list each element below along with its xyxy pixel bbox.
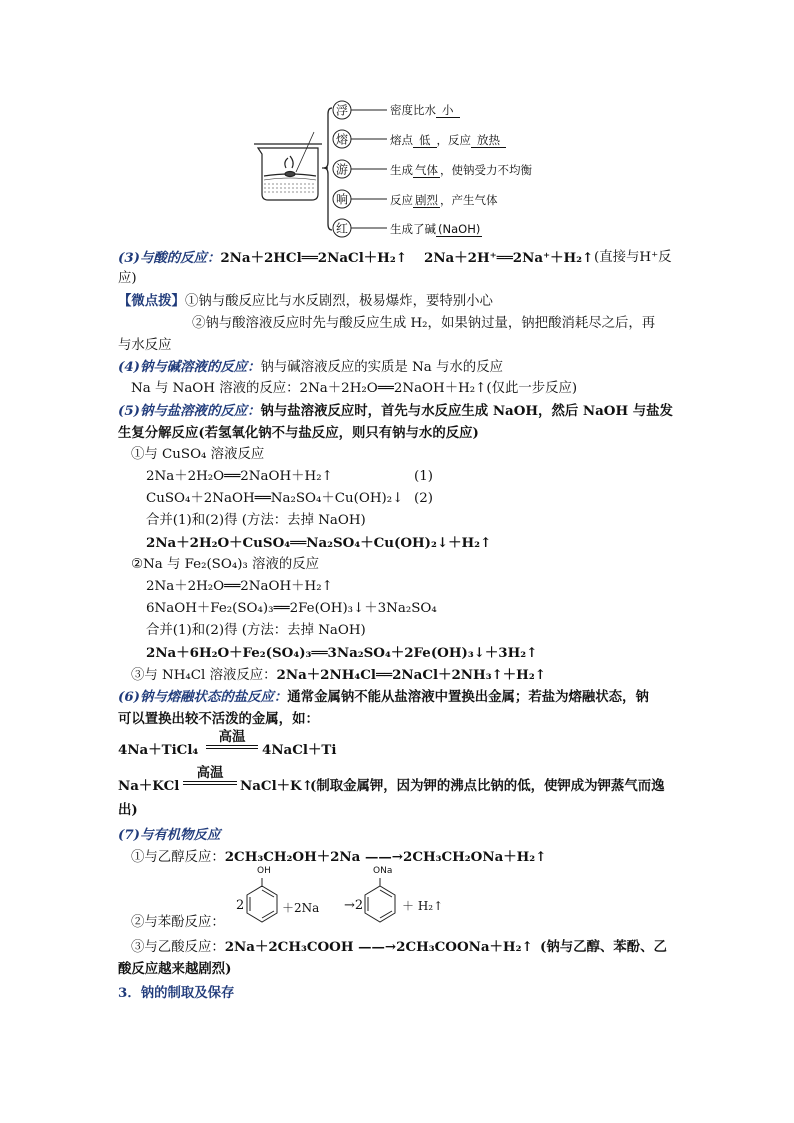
section-3-ionic-eq: 2Na＋2H⁺══2Na⁺＋H₂↑ — [424, 250, 594, 266]
tip-line-3: 与水反应 — [118, 338, 172, 353]
fe2so43-total-eq: 2Na＋6H₂O＋Fe₂(SO₄)₃══3Na₂SO₄＋2Fe(OH)₃↓＋3H₂↑ — [146, 645, 538, 661]
kcl-note-cont: 出) — [118, 802, 138, 818]
section-5-head: (5)钠与盐溶液的反应：钠与盐溶液反应时，首先与水反应生成 NaOH，然后 NaOH 与盐发 — [118, 403, 673, 419]
diagram-row-3: 生成 气体 ，使钠受力不均衡 — [390, 163, 532, 177]
ticl4-eq-right: 4NaCl＋Ti — [262, 742, 337, 758]
kcl-arrow-line-1 — [183, 781, 237, 782]
phenol-oh-label: OH — [257, 866, 271, 876]
phenoxide-ona-label: ONa — [373, 866, 393, 876]
phenol-coef: 2 — [236, 898, 245, 913]
diagram-row-4: 反应 剧烈 ，产生气体 — [390, 193, 498, 207]
char-you: 游 — [335, 162, 349, 177]
diagram-row-5: 生成了碱 (NaOH) — [390, 222, 481, 236]
kcl-arrow-line-2 — [183, 784, 237, 785]
kcl-condition: 高温 — [196, 765, 224, 781]
cuso4-title: ①与 CuSO₄ 溶液反应 — [131, 447, 265, 462]
ticl4-condition: 高温 — [218, 729, 246, 745]
tip-line-2: ②钠与酸溶液反应时先与酸反应生成 H₂，如果钠过量，钠把酸消耗尽之后，再 — [192, 316, 656, 331]
tip-line-1: 【微点拨】①钠与酸反应比与水反剧烈，极易爆炸，要特别小心 — [118, 293, 493, 309]
fe2so43-title: ②Na 与 Fe₂(SO₄)₃ 溶液的反应 — [131, 557, 320, 572]
phenol-reaction-figure — [232, 868, 472, 932]
nh4cl-line: ③与 NH₄Cl 溶液反应：2Na＋2NH₄Cl══2NaCl＋2NH₃↑＋H₂↑ — [131, 667, 546, 683]
char-xiang: 响 — [335, 192, 349, 207]
cuso4-merge: 合并(1)和(2)得 (方法：去掉 NaOH) — [146, 513, 366, 528]
diagram-row-2: 熔点 低 ，反应 放热 — [390, 132, 506, 148]
char-fu: 浮 — [335, 103, 349, 118]
cuso4-total-eq: 2Na＋2H₂O＋CuSO₄══Na₂SO₄＋Cu(OH)₂↓＋H₂↑ — [146, 535, 492, 551]
section-4-head: (4)钠与碱溶液的反应：钠与碱溶液反应的实质是 Na 与水的反应 — [118, 359, 503, 375]
cuso4-eq-2: CuSO₄＋2NaOH══Na₂SO₄＋Cu(OH)₂↓ — [146, 491, 404, 506]
section-4-line-2: Na 与 NaOH 溶液的反应：2Na＋2H₂O══2NaOH＋H₂↑(仅此一步反应) — [131, 381, 578, 396]
section-3-note-cont: 应) — [118, 271, 137, 286]
section-5-text-2: 生复分解反应(若氢氧化钠不与盐反应，则只有钠与水的反应) — [118, 425, 479, 441]
phenol-arrow: →2 — [344, 898, 364, 913]
sodium-water-diagram — [250, 96, 550, 242]
acetic-note: (钠与乙醇、苯酚、乙 — [540, 939, 667, 955]
cuso4-eq-1: 2Na＋2H₂O══2NaOH＋H₂↑ — [146, 469, 333, 484]
beaker-icon — [254, 132, 322, 200]
cuso4-eq-2-num: (2) — [414, 491, 433, 506]
kcl-eq-right: NaCl＋K↑ — [240, 778, 313, 794]
phenol-h2: ＋ H₂↑ — [402, 899, 444, 913]
ethanol-line: ①与乙醇反应：2CH₃CH₂OH＋2Na ——→2CH₃CH₂ONa＋H₂↑ — [131, 849, 547, 865]
fe2so43-eq-1: 2Na＋2H₂O══2NaOH＋H₂↑ — [146, 579, 333, 594]
section-3-line-1: (3)与酸的反应：2Na＋2HCl══2NaCl＋H₂↑ — [118, 250, 407, 266]
char-rong: 熔 — [335, 132, 349, 147]
fe2so43-merge: 合并(1)和(2)得 (方法：去掉 NaOH) — [146, 623, 366, 638]
section-6-head: (6)钠与熔融状态的盐反应：通常金属钠不能从盐溶液中置换出金属；若盐为熔融状态，钠 — [118, 689, 649, 705]
section-3-note: (直接与H⁺反 — [594, 250, 672, 265]
acetic-line: ③与乙酸反应：2Na＋2CH₃COOH ——→2CH₃COONa＋H₂↑ — [131, 939, 533, 955]
kcl-eq-left: Na＋KCl — [118, 778, 180, 794]
ticl4-arrow-line-2 — [206, 748, 258, 749]
phenol-line: ②与苯酚反应： — [131, 915, 225, 930]
diagram-row-1: 密度比水 小 — [390, 102, 460, 118]
phenol-plus-na: ＋2Na — [282, 901, 320, 915]
kcl-note: (制取金属钾，因为钾的沸点比钠的低，使钾成为钾蒸气而逸 — [310, 778, 665, 794]
section-title-preparation: 3．钠的制取及保存 — [118, 985, 235, 1001]
fe2so43-eq-2: 6NaOH＋Fe₂(SO₄)₃══2Fe(OH)₃↓＋3Na₂SO₄ — [146, 601, 437, 616]
section-7-head: (7)与有机物反应 — [118, 827, 221, 843]
ticl4-arrow-line-1 — [206, 745, 258, 746]
section-6-text-2: 可以置换出较不活泼的金属，如： — [118, 711, 319, 727]
char-hong: 红 — [335, 221, 349, 236]
ticl4-eq-left: 4Na＋TiCl₄ — [118, 742, 199, 758]
acetic-note-cont: 酸反应越来越剧烈) — [118, 961, 232, 977]
cuso4-eq-1-num: (1) — [414, 469, 433, 484]
